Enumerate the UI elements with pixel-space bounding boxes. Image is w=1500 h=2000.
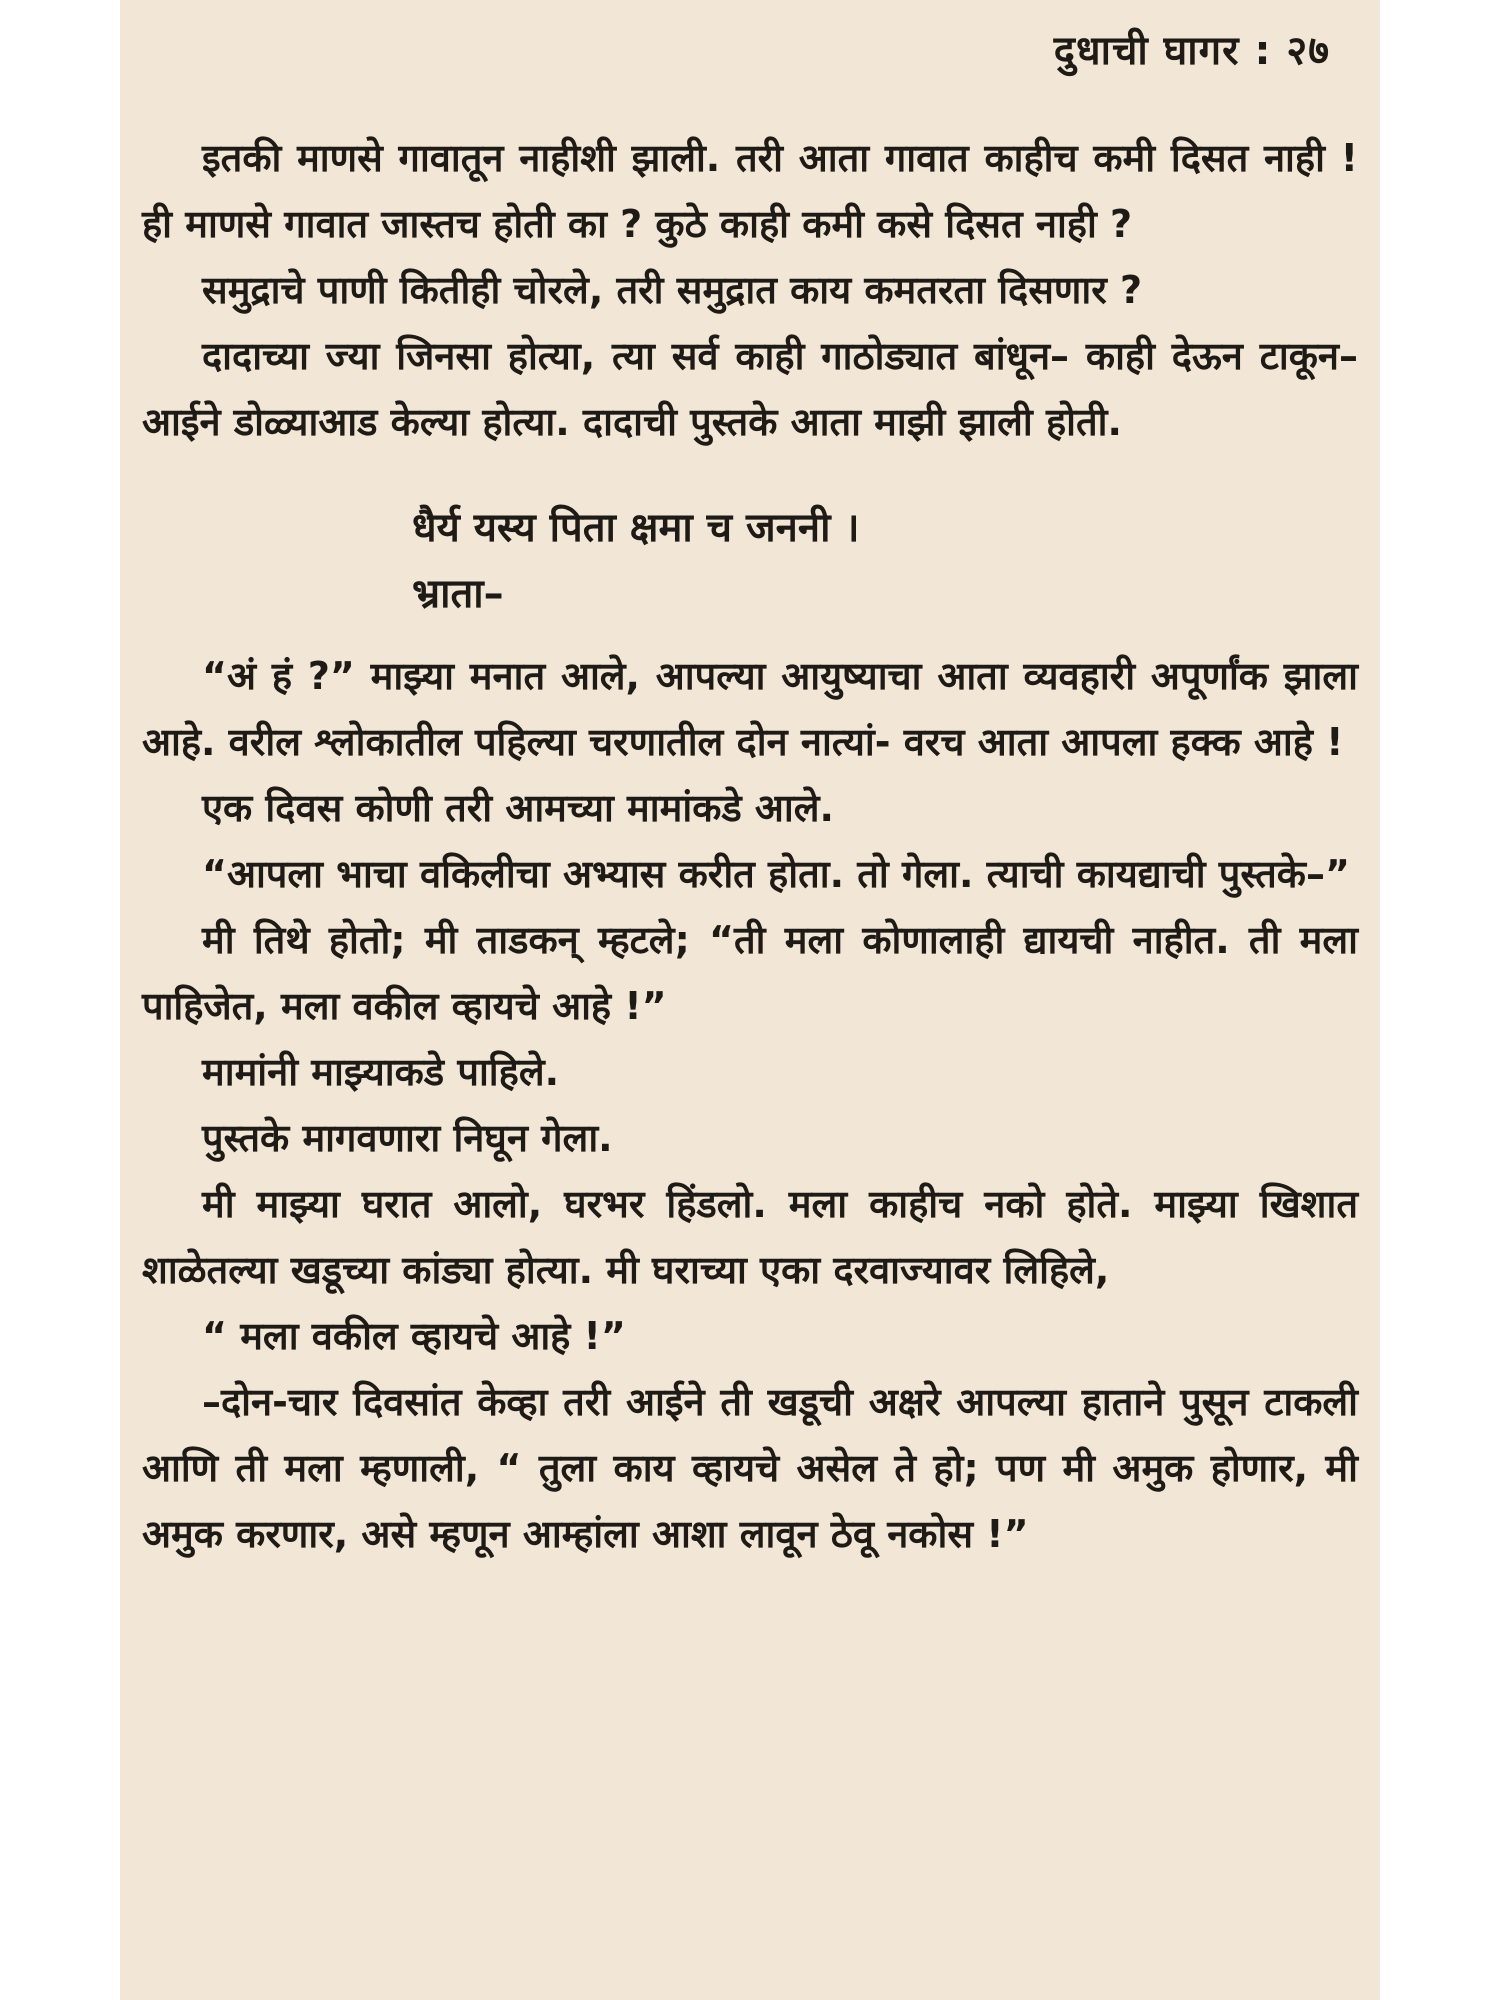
paragraph: –दोन-चार दिवसांत केव्हा तरी आईने ती खडूची अक्षरे आपल्या हाताने पुसून टाकली आणि ती मला म्हणाली, “ तुला काय व्हायचे असेल ते हो; पण मी अमुक होणार, मी अमुक करणार, असे म्हणून आम्हांला आशा लावून ठेवू नकोस !” <box>142 1380 1358 1556</box>
paragraph: “ मला वकील व्हायचे आहे !” <box>202 1314 626 1358</box>
paragraph: दादाच्या ज्या जिनसा होत्या, त्या सर्व काही गाठोड्यात बांधून– काही देऊन टाकून– आईने डोळ्याआड केल्या होत्या. दादाची पुस्तके आता माझी झाली होती. <box>142 334 1358 444</box>
paragraph: इतकी माणसे गावातून नाहीशी झाली. तरी आता गावात काहीच कमी दिसत नाही ! ही माणसे गावात जास्तच होती का ? कुठे काही कमी कसे दिसत नाही ? <box>142 136 1358 246</box>
paragraph: समुद्राचे पाणी कितीही चोरले, तरी समुद्रात काय कमतरता दिसणार ? <box>202 268 1143 312</box>
paragraph: “अं हं ?” माझ्या मनात आले, आपल्या आयुष्याचा आता व्यवहारी अपूर्णांक झाला आहे. वरील श्लोकातील पहिल्या चरणातील दोन नात्यां- वरच आता आपला हक्क आहे ! <box>142 654 1358 764</box>
running-header: दुधाची घागर : २७ <box>1053 28 1330 74</box>
paragraph: मी तिथे होतो; मी ताडकन् म्हटले; “ती मला कोणालाही द्यायची नाहीत. ती मला पाहिजेत, मला वकील व्हायचे आहे !” <box>142 918 1358 1028</box>
paragraph: एक दिवस कोणी तरी आमच्या मामांकडे आले. <box>202 786 834 830</box>
paragraph: “आपला भाचा वकिलीचा अभ्यास करीत होता. तो गेला. त्याची कायद्याची पुस्तके–” <box>202 852 1350 896</box>
paragraph: पुस्तके मागवणारा निघून गेला. <box>202 1116 613 1160</box>
paragraph: मी माझ्या घरात आलो, घरभर हिंडलो. मला काहीच नको होते. माझ्या खिशात शाळेतल्या खडूच्या कांड्या होत्या. मी घराच्या एका दरवाज्यावर लिहिले, <box>142 1182 1358 1292</box>
book-page <box>120 0 1380 2000</box>
page-body <box>142 125 1358 1567</box>
paragraph: मामांनी माझ्याकडे पाहिले. <box>202 1050 560 1094</box>
sanskrit-verse-line-2: भ्राता– <box>412 571 504 617</box>
sanskrit-verse-line-1: धैर्य यस्य पिता क्षमा च जननी । <box>412 505 860 551</box>
